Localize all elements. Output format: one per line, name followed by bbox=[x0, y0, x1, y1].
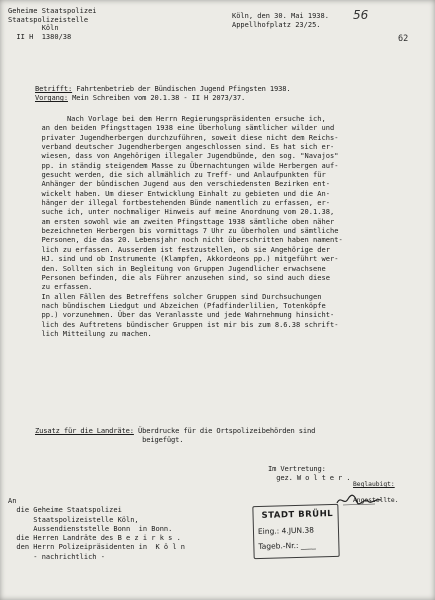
stamp-journal-number: Tageb.-Nr.: ____ bbox=[258, 540, 316, 551]
addendum bbox=[35, 426, 315, 445]
stamp-title: STADT BRÜHL bbox=[261, 509, 334, 521]
vorgang-text: Mein Schreiben vom 20.1.38 - II H 2073/37. bbox=[67, 93, 246, 103]
page-number: 62 bbox=[398, 34, 409, 44]
subject-block bbox=[35, 84, 291, 103]
addendum-label: Zusatz für die Landräte: bbox=[35, 426, 134, 435]
body-paragraph: In allen Fällen des Betreffens solcher Gruppen sind Durchsuchungen nach bündischem Liedgut und Abzeichen (Pfadfinderlilien, Totenköpfe pp.) vorzunehmen. Über das Veranlasste und jede Wahrnehmung hinsicht- lich des Auftretens bündischer Gruppen ist mir bis zum 8.6.38 schrift- lich Mitteilung zu machen. bbox=[41, 291, 339, 338]
certification-label: Beglaubigt: bbox=[353, 481, 395, 488]
stamp-received-date: Eing.: 4.JUN.38 bbox=[257, 525, 315, 536]
betreff-text: Fahrtenbetrieb der Bündischen Jugend Pfingsten 1938. bbox=[72, 84, 291, 93]
sender-block: Geheime Staatspolizei Staatspolizeistelle Köln II H 1380/38 bbox=[8, 7, 97, 41]
certification-role: Angestellte. bbox=[353, 497, 399, 504]
body-paragraph: Nach Vorlage bei dem Herrn Regierungspräsidenten ersuche ich, an den beiden Pfingsttagen 1938 eine Überholung sämtlicher wilder und privater Jugendherbergen durchzuführen, soweit diese nicht dem Reichs- verband deutscher Jugendherbergen angeschlossen sind. Es hat sich er- wiesen, dass von Angehörigen illegaler Jugendbünde, den sog. "Navajos" pp. in ständig steigendem Masse zu Übernachtungen wilde Herbergen auf- gesucht werden, die sich allmählich zu Treff- und Anlaufpunkten für Anhänger der bündischen Jugend aus den verschiedensten Bezirken ent- wickelt haben. Um dieser Entwicklung Einhalt zu gebieten und die An- hänger der illegal fortbestehenden Bünde namentlich zu erfassen, er- suche ich, unter nochmaliger Hinweis auf meine Anordnung vom 20.1.38, am ersten sowohl wie am zweiten Pfingsttage 1938 sämtliche oben näher bezeichneten Herbergen bis vormittags 7 Uhr zu überholen und sämtliche Personen, die das 20. Lebensjahr noch nicht überschritten haben nament- lich zu erfassen. Ausserdem ist festzustellen, ob sie Angehörige der HJ. sind und ob Instrumente (Klampfen, Akkordeons pp.) mitgeführt wer- den. Sollten sich in Begleitung von Gruppen Jugendlicher erwachsene Personen befinden, die als Führer anzusehen sind, so sind auch diese zu erfassen. bbox=[41, 114, 343, 292]
addendum-text: Überdrucke für die Ortspolizeibehörden sind beigefügt. bbox=[138, 426, 316, 445]
vorgang-label: Vorgang: bbox=[35, 93, 68, 103]
handwritten-signature bbox=[335, 491, 385, 509]
betreff-label: Betrifft: bbox=[35, 84, 73, 93]
received-stamp bbox=[252, 504, 339, 559]
addressee-block: An die Geheime Staatspolizei Staatspolizeistelle Köln, Aussendienststelle Bonn in Bonn. die Herren Landräte des B e z i r k s . den Herrn Polizeipräsidenten in K ö l n - nachrichtlich - bbox=[8, 497, 186, 561]
handwritten-folio-number: 56 bbox=[353, 8, 369, 22]
letter-body bbox=[33, 114, 343, 338]
place-date: Köln, den 30. Mai 1938. Appellhofplatz 23/25. bbox=[232, 12, 329, 29]
signature-block: Im Vertretung: gez. W o l t e r . bbox=[268, 464, 351, 483]
